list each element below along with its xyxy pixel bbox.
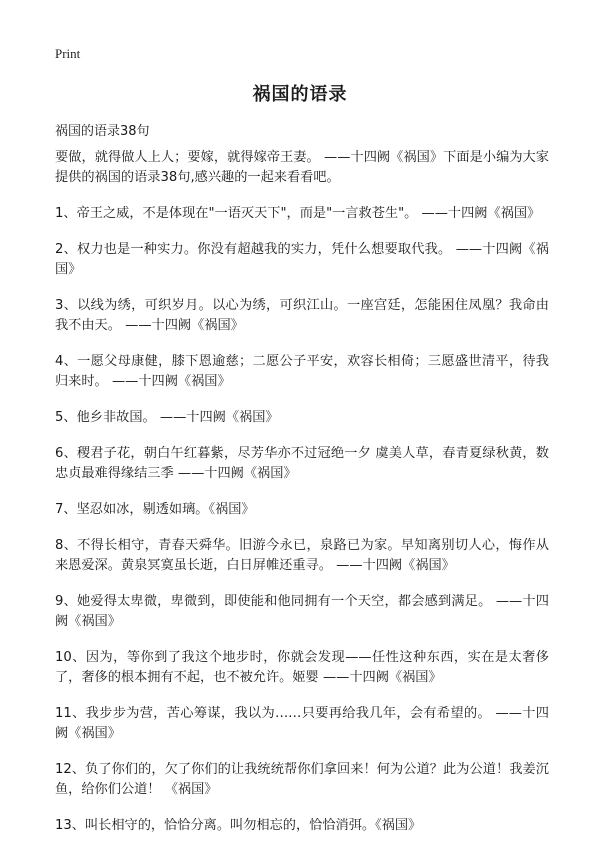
quote-paragraph: 8、不得长相守，青春天舜华。旧游今永已，泉路已为家。早知离别切人心，悔作从来恩爱深。黄泉冥寞虽长逝，白日屏帷还重寻。 ——十四阙《祸国》 — [55, 538, 549, 573]
quote-paragraph: 13、叫长相守的，恰恰分离。叫勿相忘的，恰恰消弭。《祸国》 — [55, 818, 422, 833]
quote-paragraph: 12、负了你们的，欠了你们的让我统统帮你们拿回来！何为公道？此为公道！我姜沉鱼，给你们公道！ 《祸国》 — [55, 762, 549, 797]
quote-paragraph: 7、坚忍如冰，剔透如璃。《祸国》 — [55, 502, 255, 517]
print-link[interactable]: Print — [55, 46, 81, 61]
quote-paragraph: 11、我步步为营，苦心筹谋，我以为……只要再给我几年，会有希望的。 ——十四阙《祸国》 — [55, 706, 549, 741]
article-body — [55, 148, 549, 852]
page-title: 祸国的语录 — [252, 84, 348, 105]
quote-paragraph: 5、他乡非故国。 ——十四阙《祸国》 — [55, 410, 279, 425]
quote-paragraph: 2、权力也是一种实力。你没有超越我的实力，凭什么想要取代我。 ——十四阙《祸国》 — [55, 242, 549, 277]
quote-paragraph: 6、稷君子花，朝白午红暮紫，尽芳华亦不过冠绝一夕 虞美人草，春青夏绿秋黄，数忠贞最难得缘结三季 ——十四阙《祸国》 — [55, 446, 549, 481]
page-subtitle: 祸国的语录38句 — [55, 124, 150, 139]
quote-paragraph: 3、以线为绣，可织岁月。以心为绣，可织江山。一座宫廷，怎能困住凤凰？我命由我不由天。 ——十四阙《祸国》 — [55, 298, 549, 333]
quote-paragraph: 4、一愿父母康健，膝下恩逾慈；二愿公子平安，欢容长相倚；三愿盛世清平，待我归来时。 ——十四阙《祸国》 — [55, 354, 549, 389]
quote-paragraph: 1、帝王之威，不是体现在"一语灭天下"，而是"一言救苍生"。 ——十四阙《祸国》 — [55, 206, 541, 221]
quote-paragraph: 9、她爱得太卑微，卑微到，即使能和他同拥有一个天空，都会感到满足。 ——十四阙《祸国》 — [55, 594, 549, 629]
quote-paragraph: 10、因为，等你到了我这个地步时，你就会发现——任性这种东西，实在是太奢侈了，奢侈的根本拥有不起，也不被允许。姬婴 ——十四阙《祸国》 — [55, 650, 549, 685]
intro-paragraph: 要做，就得做人上人；要嫁，就得嫁帝王妻。 ——十四阙《祸国》下面是小编为大家提供的祸国的语录38句,感兴趣的一起来看看吧。 — [55, 150, 549, 185]
